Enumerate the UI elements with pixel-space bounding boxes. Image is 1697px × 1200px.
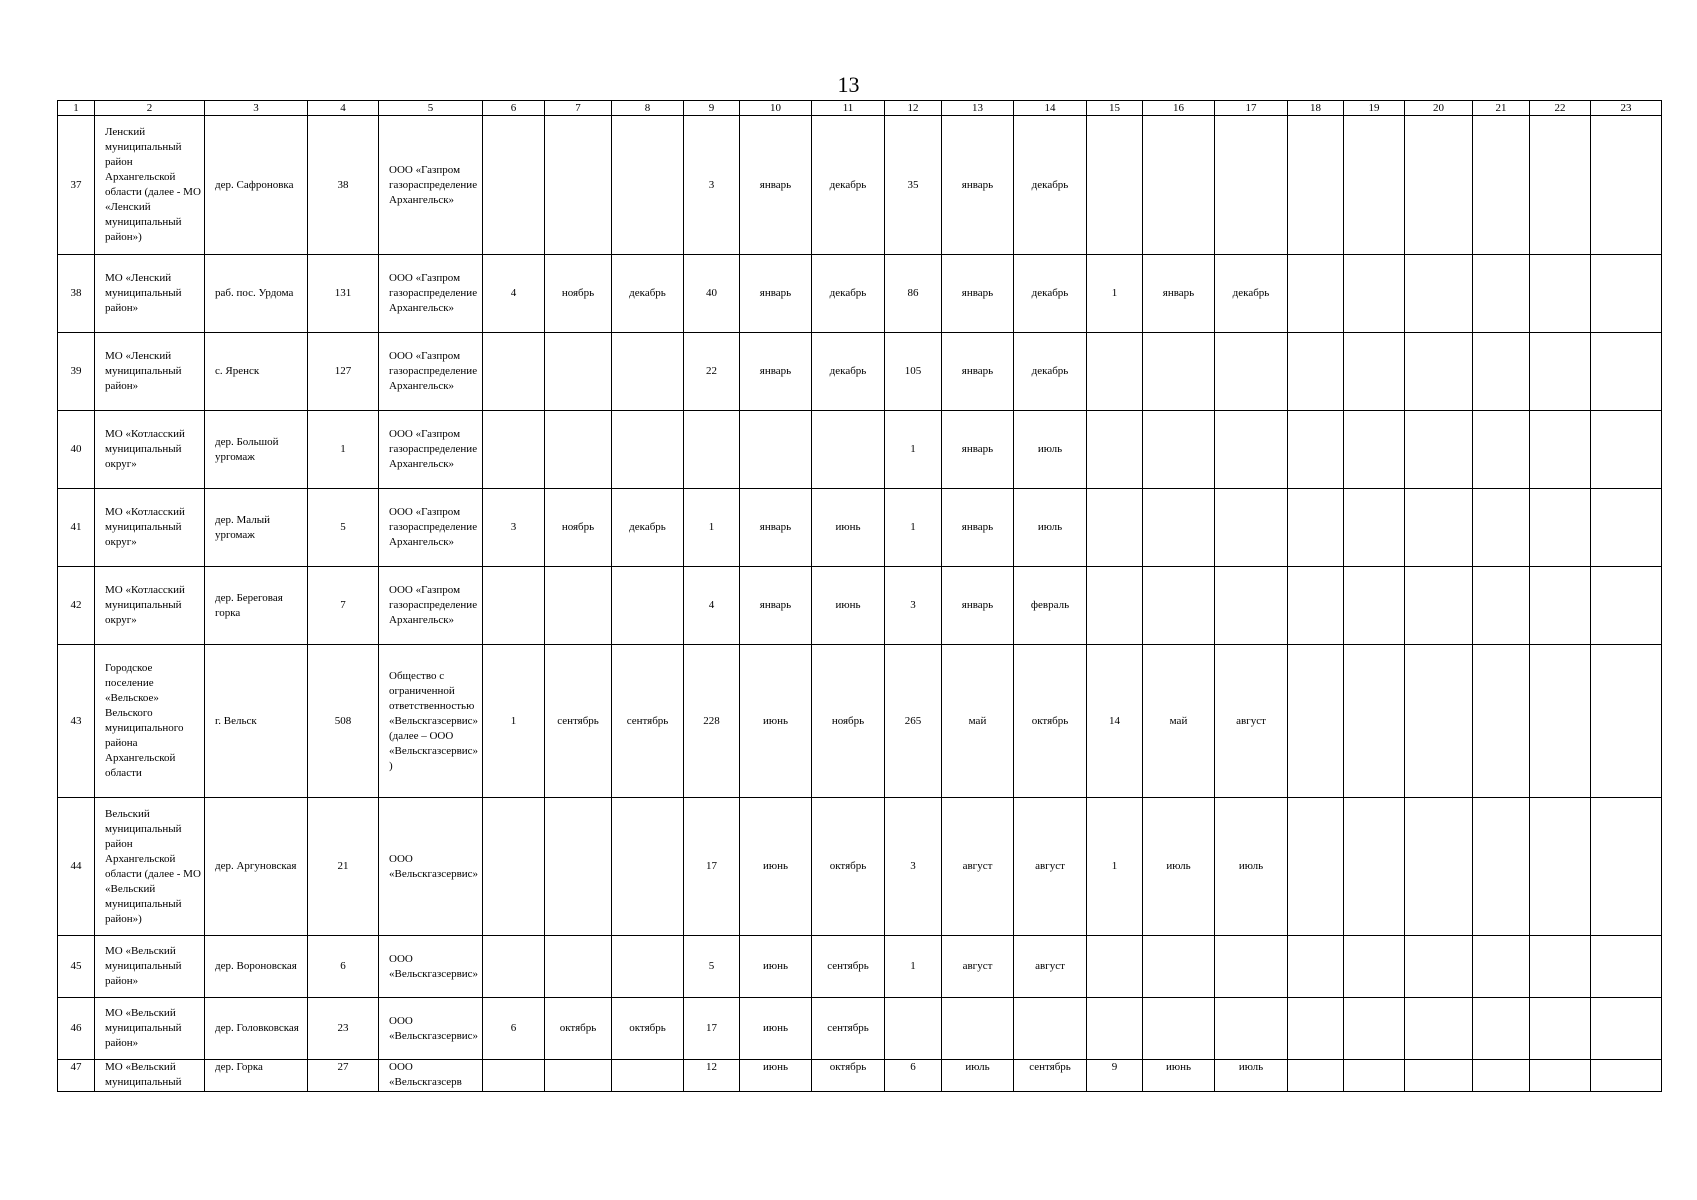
table-cell	[545, 116, 612, 255]
header-cell: 21	[1473, 101, 1530, 116]
table-cell	[1530, 1060, 1591, 1092]
table-cell	[1591, 1060, 1662, 1092]
table-cell	[1215, 936, 1288, 998]
table-cell	[1473, 936, 1530, 998]
table-cell	[1288, 116, 1344, 255]
table-cell	[1530, 798, 1591, 936]
table-cell: 265	[885, 645, 942, 798]
table-cell	[1288, 645, 1344, 798]
table-cell	[1591, 333, 1662, 411]
table-cell: 12	[684, 1060, 740, 1092]
table-cell	[545, 798, 612, 936]
table-cell	[545, 936, 612, 998]
header-cell: 9	[684, 101, 740, 116]
table-cell: Ленский муниципальный район Архангельской области (далее - МО «Ленский муниципальный район»)	[95, 116, 205, 255]
table-cell	[1014, 998, 1087, 1060]
table-cell: декабрь	[612, 255, 684, 333]
table-cell	[1288, 255, 1344, 333]
table-cell	[1405, 411, 1473, 489]
table-cell: декабрь	[1014, 333, 1087, 411]
header-cell: 7	[545, 101, 612, 116]
table-cell: МО «Вельский муниципальный район»	[95, 936, 205, 998]
table-cell: 27	[308, 1060, 379, 1092]
header-cell: 4	[308, 101, 379, 116]
table-cell: 228	[684, 645, 740, 798]
table-cell: август	[1014, 936, 1087, 998]
table-cell: 1	[483, 645, 545, 798]
table-cell: 4	[684, 567, 740, 645]
table-cell: 4	[483, 255, 545, 333]
table-cell	[1530, 333, 1591, 411]
table-cell	[1591, 645, 1662, 798]
table-cell	[1405, 998, 1473, 1060]
header-cell: 19	[1344, 101, 1405, 116]
table-cell	[1344, 936, 1405, 998]
table-cell	[612, 567, 684, 645]
table-cell	[1405, 567, 1473, 645]
table-cell: июнь	[740, 936, 812, 998]
table-cell	[1591, 567, 1662, 645]
table-cell: декабрь	[612, 489, 684, 567]
table-cell	[612, 936, 684, 998]
table-cell: октябрь	[545, 998, 612, 1060]
table-cell	[1344, 116, 1405, 255]
table-cell	[1288, 1060, 1344, 1092]
table-cell: ООО «Вельскгазсервис»	[379, 798, 483, 936]
table-row	[58, 489, 1662, 567]
table-cell	[483, 567, 545, 645]
table-cell: МО «Вельский муниципальный район»	[95, 998, 205, 1060]
table-cell	[1344, 998, 1405, 1060]
table-cell: 127	[308, 333, 379, 411]
table-cell: ООО «Газпром газораспределение Архангельск»	[379, 567, 483, 645]
table-cell: январь	[740, 489, 812, 567]
table-cell	[1288, 489, 1344, 567]
table-cell	[1288, 936, 1344, 998]
table-cell: январь	[740, 255, 812, 333]
table-cell	[612, 333, 684, 411]
table-cell	[1591, 411, 1662, 489]
table-cell: 3	[885, 567, 942, 645]
header-cell: 1	[58, 101, 95, 116]
header-cell: 18	[1288, 101, 1344, 116]
table-row	[58, 333, 1662, 411]
table-cell: дер. Горка	[205, 1060, 308, 1092]
table-cell	[1405, 798, 1473, 936]
header-cell: 6	[483, 101, 545, 116]
header-cell: 23	[1591, 101, 1662, 116]
table-cell	[1405, 936, 1473, 998]
table-cell: дер. Сафроновка	[205, 116, 308, 255]
table-cell: январь	[740, 116, 812, 255]
table-cell	[1405, 255, 1473, 333]
table-cell	[1473, 489, 1530, 567]
table-cell: январь	[740, 333, 812, 411]
table-cell: февраль	[1014, 567, 1087, 645]
table-row	[58, 567, 1662, 645]
table-cell: 41	[58, 489, 95, 567]
table-cell	[612, 1060, 684, 1092]
table-cell	[1215, 333, 1288, 411]
table-cell: 3	[684, 116, 740, 255]
table-cell: июль	[942, 1060, 1014, 1092]
table-cell	[1530, 998, 1591, 1060]
table-row	[58, 645, 1662, 798]
table-cell: 17	[684, 798, 740, 936]
table-cell: январь	[942, 489, 1014, 567]
header-cell: 10	[740, 101, 812, 116]
table-cell	[1215, 489, 1288, 567]
table-cell	[1288, 567, 1344, 645]
table-cell	[1143, 998, 1215, 1060]
table-cell	[1087, 116, 1143, 255]
table-cell	[1530, 411, 1591, 489]
table-cell	[545, 411, 612, 489]
table-cell	[1473, 255, 1530, 333]
table-cell: декабрь	[1014, 116, 1087, 255]
table-cell: 3	[885, 798, 942, 936]
table-cell	[1344, 645, 1405, 798]
table-cell: июль	[1014, 411, 1087, 489]
table-cell: ООО «Газпром газораспределение Архангельск»	[379, 333, 483, 411]
table-cell: 1	[308, 411, 379, 489]
table-cell	[545, 567, 612, 645]
table-cell: 3	[483, 489, 545, 567]
table-cell: 86	[885, 255, 942, 333]
table-cell: 1	[885, 411, 942, 489]
table-cell: октябрь	[612, 998, 684, 1060]
table-cell	[1288, 998, 1344, 1060]
table-cell	[1530, 645, 1591, 798]
table-cell: 131	[308, 255, 379, 333]
table-cell: ООО «Вельскгазсервис»	[379, 936, 483, 998]
table-cell: январь	[942, 567, 1014, 645]
table-cell	[1344, 567, 1405, 645]
table-cell: 6	[885, 1060, 942, 1092]
table-cell	[1530, 567, 1591, 645]
table-cell	[1215, 998, 1288, 1060]
table-cell: дер. Большой ургомаж	[205, 411, 308, 489]
table-cell: 35	[885, 116, 942, 255]
table-cell: ООО «Газпром газораспределение Архангельск»	[379, 489, 483, 567]
table-cell: январь	[1143, 255, 1215, 333]
table-cell	[1288, 411, 1344, 489]
table-cell: дер. Головковская	[205, 998, 308, 1060]
page-number	[0, 72, 1697, 98]
table-cell: январь	[942, 255, 1014, 333]
table-cell: дер. Береговая горка	[205, 567, 308, 645]
table-cell	[1473, 645, 1530, 798]
table-cell: сентябрь	[1014, 1060, 1087, 1092]
table-cell: 7	[308, 567, 379, 645]
table-cell: раб. пос. Урдома	[205, 255, 308, 333]
table-cell: ООО «Газпром газораспределение Архангельск»	[379, 116, 483, 255]
table-cell: МО «Котласский муниципальный округ»	[95, 411, 205, 489]
table-cell	[942, 998, 1014, 1060]
table-cell	[1591, 798, 1662, 936]
table-cell: ноябрь	[545, 489, 612, 567]
table-cell: дер. Малый ургомаж	[205, 489, 308, 567]
table-cell	[1405, 489, 1473, 567]
table-cell: 38	[308, 116, 379, 255]
table-cell	[483, 798, 545, 936]
table-cell	[1087, 411, 1143, 489]
table-cell: декабрь	[812, 116, 885, 255]
table-cell: декабрь	[1215, 255, 1288, 333]
table-cell	[483, 936, 545, 998]
table-cell	[1473, 798, 1530, 936]
table-cell: 39	[58, 333, 95, 411]
table-cell: 38	[58, 255, 95, 333]
table-cell	[612, 116, 684, 255]
table-cell	[885, 998, 942, 1060]
header-row	[58, 101, 1662, 116]
table-cell: июнь	[1143, 1060, 1215, 1092]
table-cell: январь	[740, 567, 812, 645]
table-cell	[1473, 411, 1530, 489]
table-cell	[1288, 333, 1344, 411]
table-cell	[1591, 255, 1662, 333]
table-cell: декабрь	[812, 255, 885, 333]
table-cell: ООО «Газпром газораспределение Архангельск»	[379, 255, 483, 333]
table-row	[58, 116, 1662, 255]
table-row	[58, 411, 1662, 489]
header-cell: 12	[885, 101, 942, 116]
table-row	[58, 936, 1662, 998]
table-cell: 14	[1087, 645, 1143, 798]
table-cell	[1530, 116, 1591, 255]
table-cell	[1143, 489, 1215, 567]
header-cell: 11	[812, 101, 885, 116]
table-cell: 105	[885, 333, 942, 411]
table-cell	[1591, 936, 1662, 998]
table-cell: 1	[885, 936, 942, 998]
table-cell	[612, 411, 684, 489]
table-cell: август	[942, 936, 1014, 998]
table-cell: дер. Аргуновская	[205, 798, 308, 936]
table-cell	[1473, 1060, 1530, 1092]
header-cell: 13	[942, 101, 1014, 116]
table-cell	[1344, 255, 1405, 333]
table-cell: Общество с ограниченной ответственностью «Вельскгазсервис» (далее – ООО «Вельскгазсервис»)	[379, 645, 483, 798]
table-cell: 44	[58, 798, 95, 936]
table-cell	[1143, 936, 1215, 998]
table-cell	[1344, 489, 1405, 567]
table-cell	[1087, 567, 1143, 645]
table-cell: МО «Котласский муниципальный округ»	[95, 489, 205, 567]
table-body	[58, 101, 1662, 1092]
table-cell	[1591, 489, 1662, 567]
table-cell: декабрь	[1014, 255, 1087, 333]
table-cell: ноябрь	[545, 255, 612, 333]
table-cell: 40	[684, 255, 740, 333]
table-cell: 1	[684, 489, 740, 567]
table-cell: сентябрь	[545, 645, 612, 798]
table-cell: 17	[684, 998, 740, 1060]
table-cell: 5	[684, 936, 740, 998]
table-cell: июнь	[740, 645, 812, 798]
table-cell: МО «Ленский муниципальный район»	[95, 255, 205, 333]
table-cell: июнь	[812, 567, 885, 645]
header-cell: 5	[379, 101, 483, 116]
page-number-text: 13	[837, 72, 860, 97]
table-cell	[483, 411, 545, 489]
header-cell: 15	[1087, 101, 1143, 116]
table-cell: 6	[308, 936, 379, 998]
table-row	[58, 1060, 1662, 1092]
table-row	[58, 998, 1662, 1060]
table-cell	[483, 116, 545, 255]
table-cell: 6	[483, 998, 545, 1060]
table-cell: г. Вельск	[205, 645, 308, 798]
table-cell: МО «Котласский муниципальный округ»	[95, 567, 205, 645]
table-cell	[1473, 333, 1530, 411]
table-cell	[1087, 936, 1143, 998]
table-cell: август	[1215, 645, 1288, 798]
table-cell: 45	[58, 936, 95, 998]
table-cell	[1530, 489, 1591, 567]
table-cell: 1	[885, 489, 942, 567]
table-cell	[1405, 1060, 1473, 1092]
table-cell: Вельский муниципальный район Архангельской области (далее - МО «Вельский муниципальный район»)	[95, 798, 205, 936]
table-cell: ООО «Вельскгазсерв	[379, 1060, 483, 1092]
table-cell: 5	[308, 489, 379, 567]
table-cell: июнь	[740, 798, 812, 936]
table-cell: октябрь	[812, 798, 885, 936]
header-cell: 2	[95, 101, 205, 116]
header-cell: 16	[1143, 101, 1215, 116]
table-row	[58, 255, 1662, 333]
table-cell: Городское поселение «Вельское» Вельского муниципального района Архангельской области	[95, 645, 205, 798]
table-cell: ноябрь	[812, 645, 885, 798]
table-cell: 47	[58, 1060, 95, 1092]
header-cell: 22	[1530, 101, 1591, 116]
table-cell: август	[942, 798, 1014, 936]
table-cell	[1087, 998, 1143, 1060]
table-cell	[1143, 333, 1215, 411]
table-cell	[1405, 645, 1473, 798]
table-cell: сентябрь	[812, 936, 885, 998]
table-cell: июнь	[740, 1060, 812, 1092]
table-cell	[812, 411, 885, 489]
table-cell	[483, 333, 545, 411]
table-cell	[1087, 333, 1143, 411]
table-cell	[545, 333, 612, 411]
table-cell	[545, 1060, 612, 1092]
header-cell: 17	[1215, 101, 1288, 116]
table-cell: октябрь	[1014, 645, 1087, 798]
table-cell	[1473, 567, 1530, 645]
table-cell: 37	[58, 116, 95, 255]
table-cell: МО «Вельский муниципальный	[95, 1060, 205, 1092]
table-cell: 43	[58, 645, 95, 798]
table-row	[58, 798, 1662, 936]
data-table	[57, 100, 1662, 1092]
table-cell: с. Яренск	[205, 333, 308, 411]
table-cell: 46	[58, 998, 95, 1060]
table-cell: 23	[308, 998, 379, 1060]
table-cell	[740, 411, 812, 489]
table-cell	[1087, 489, 1143, 567]
table-cell: 9	[1087, 1060, 1143, 1092]
table-cell: июнь	[740, 998, 812, 1060]
table-cell: сентябрь	[612, 645, 684, 798]
table-cell: июль	[1215, 798, 1288, 936]
table-cell: август	[1014, 798, 1087, 936]
table-cell	[1215, 567, 1288, 645]
table-cell	[1344, 1060, 1405, 1092]
table-cell: МО «Ленский муниципальный район»	[95, 333, 205, 411]
table-cell: 1	[1087, 798, 1143, 936]
table-cell: дер. Вороновская	[205, 936, 308, 998]
table-cell	[1530, 936, 1591, 998]
table-cell: июнь	[812, 489, 885, 567]
table-cell: май	[1143, 645, 1215, 798]
table-cell: 42	[58, 567, 95, 645]
table-cell: ООО «Газпром газораспределение Архангельск»	[379, 411, 483, 489]
table-cell: сентябрь	[812, 998, 885, 1060]
table-cell	[1591, 116, 1662, 255]
header-cell: 3	[205, 101, 308, 116]
table-cell	[1344, 411, 1405, 489]
table-cell: январь	[942, 116, 1014, 255]
table-cell	[1143, 411, 1215, 489]
table-cell	[1473, 998, 1530, 1060]
table-cell: 21	[308, 798, 379, 936]
header-cell: 14	[1014, 101, 1087, 116]
table-cell: январь	[942, 333, 1014, 411]
table-cell: ООО «Вельскгазсервис»	[379, 998, 483, 1060]
table-cell: май	[942, 645, 1014, 798]
table-cell: январь	[942, 411, 1014, 489]
table-cell: июль	[1215, 1060, 1288, 1092]
table-cell	[1288, 798, 1344, 936]
table-cell: 508	[308, 645, 379, 798]
table-cell: июль	[1014, 489, 1087, 567]
table-cell: 1	[1087, 255, 1143, 333]
table-cell	[1405, 116, 1473, 255]
table-cell	[1344, 798, 1405, 936]
table-cell	[1143, 116, 1215, 255]
table-cell	[1591, 998, 1662, 1060]
table-cell: июль	[1143, 798, 1215, 936]
table-cell	[612, 798, 684, 936]
table-cell	[1143, 567, 1215, 645]
table-cell	[684, 411, 740, 489]
table-cell: 22	[684, 333, 740, 411]
table-cell	[1530, 255, 1591, 333]
table-cell	[1344, 333, 1405, 411]
table-cell: 40	[58, 411, 95, 489]
table-cell	[483, 1060, 545, 1092]
header-cell: 20	[1405, 101, 1473, 116]
table-cell	[1473, 116, 1530, 255]
table-cell	[1215, 411, 1288, 489]
table-cell	[1215, 116, 1288, 255]
table-cell: декабрь	[812, 333, 885, 411]
table-cell	[1405, 333, 1473, 411]
header-cell: 8	[612, 101, 684, 116]
table-cell: октябрь	[812, 1060, 885, 1092]
